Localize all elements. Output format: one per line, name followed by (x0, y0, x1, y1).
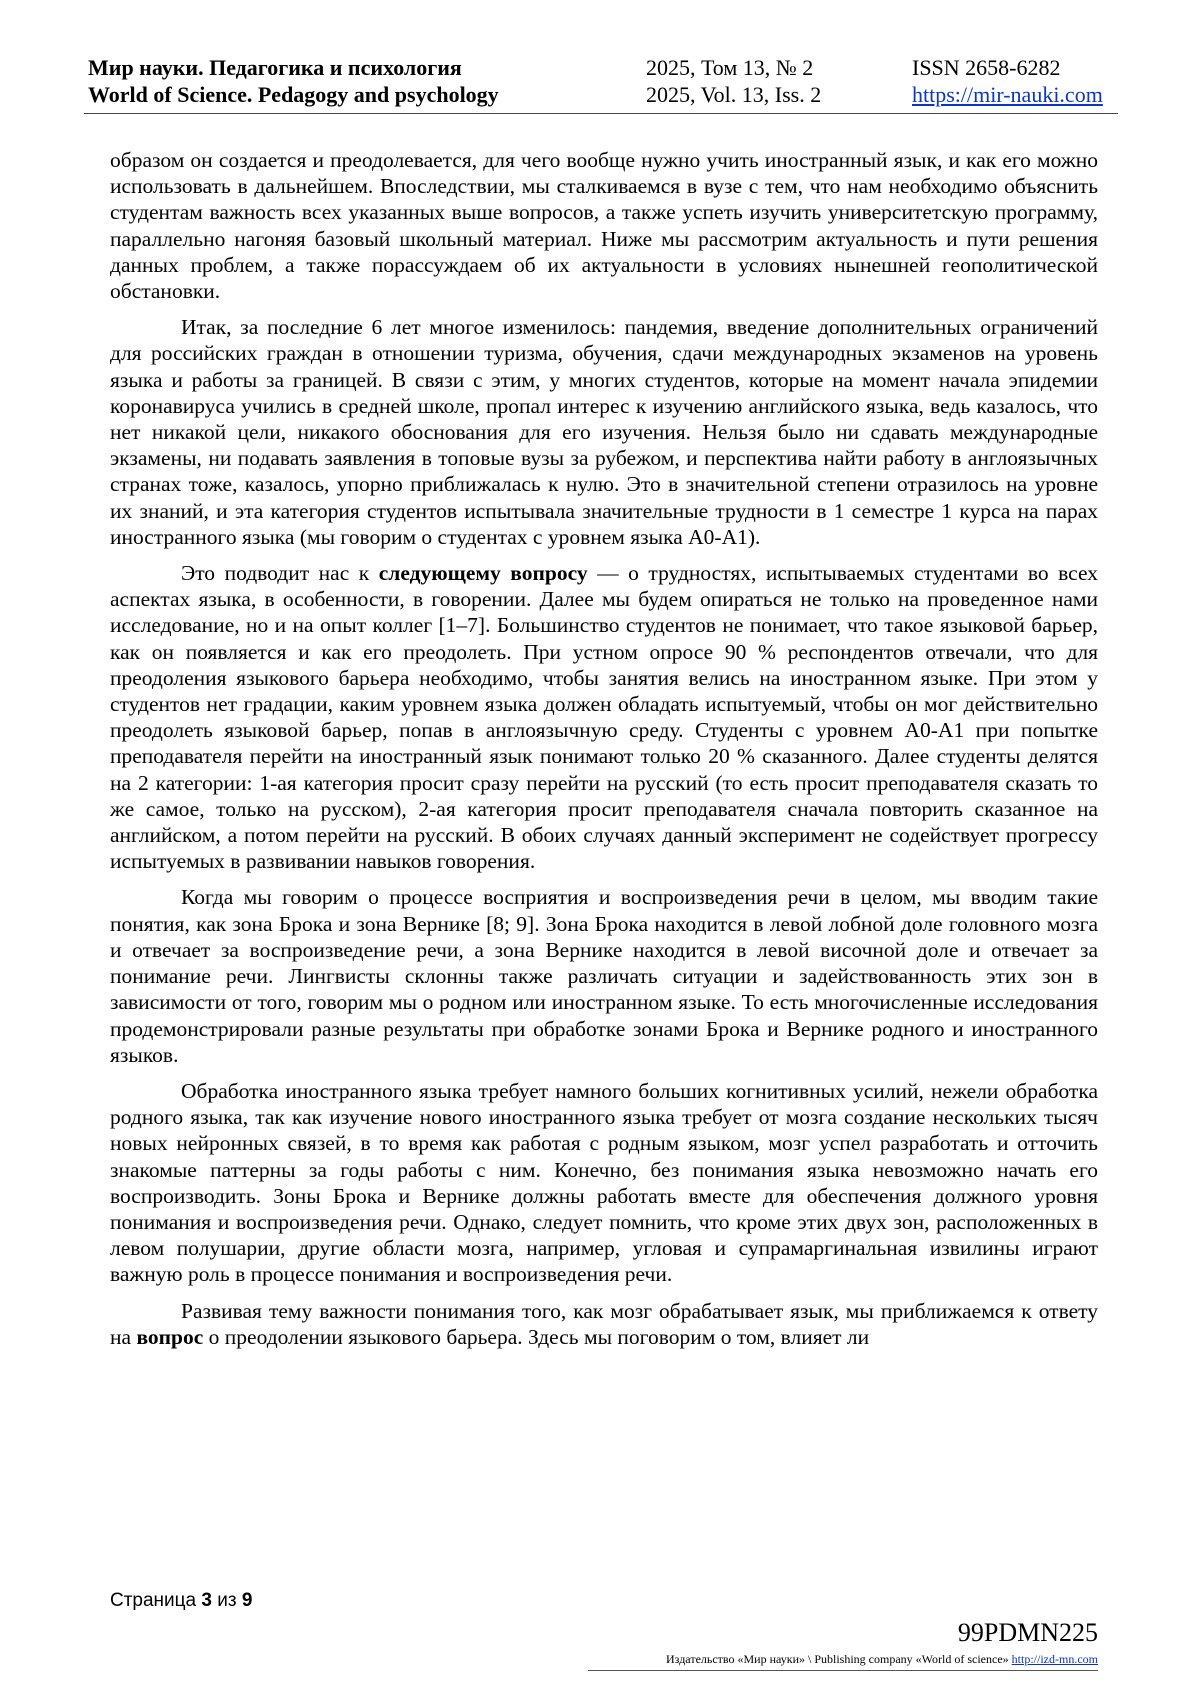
publisher-name: Издательство «Мир науки» \ Publishing company «World of science» (666, 1652, 1009, 1666)
header-divider (84, 113, 1118, 114)
issue-info-en: 2025, Vol. 13, Iss. 2 (646, 82, 822, 107)
journal-title-ru: Мир науки. Педагогика и психология (88, 55, 462, 80)
paragraph-2: Итак, за последние 6 лет многое изменилось: пандемия, введение дополнительных ограничений для российских граждан в отношении туризма, обучения, сдачи международных экзаменов на уровень языка и работы за границей. В связи с этим, у многих студентов, которые на момент начала эпидемии коронавируса учились в средней школе, пропал интерес к изучению английского языка, ведь казалось, что нет никакой цели, никакого обоснования для его изучения. Нельзя было ни сдавать международные экзамены, ни подавать заявления в топовые вузы за рубежом, и перспектива найти работу в англоязычных странах тоже, казалось, упорно приближалась к нулю. Это в значительной степени отразилось на уровне их знаний, и эта категория студентов испытывала значительные трудности в 1 семестре 1 курса на парах иностранного языка (мы говорим о студентах с уровнем языка А0-А1). (110, 315, 1098, 549)
publisher-line (540, 1652, 1098, 1667)
paragraph-3-rest: — о трудностях, испытываемых студентами во всех аспектах языка, в особенности, в говорении. Далее мы будем опираться не только на проведенное нами исследование, но и на опыт коллег [1–7]. Большинство студентов не понимает, что такое языковой барьер, как он появляется и как его преодолеть. При устном опросе 90 % респондентов отвечали, что для преодоления языкового барьера необходимо, чтобы занятия велись на иностранном языке. При этом у студентов нет градации, каким уровнем языка должен обладать испытуемый, чтобы он мог действительно преодолеть языковой барьер, попав в англоязычную среду. Студенты с уровнем А0-А1 при попытке преподавателя перейти на иностранный язык понимают только 20 % сказанного. Далее студенты делятся на 2 категории: 1-ая категория просит сразу перейти на русский (то есть просит преподавателя сказать то же самое, только на русском), 2-ая категория просит преподавателя сначала повторить сказанное на английском, а потом перейти на русский. В обоих случаях данный эксперимент не содействует прогрессу испытуемых в развивании навыков говорения. (110, 561, 1098, 874)
issue-info-ru: 2025, Том 13, № 2 (646, 55, 814, 80)
paragraph-3-emphasis: следующему вопросу (378, 561, 588, 586)
journal-title (88, 54, 499, 108)
paragraph-6-rest: о преодолении языкового барьера. Здесь мы поговорим о том, влияет ли (203, 1324, 870, 1349)
paragraph-5: Обработка иностранного языка требует намного больших когнитивных усилий, нежели обработка родного языка, так как изучение нового иностранного языка требует от мозга создание нескольких тысяч новых нейронных связей, в то время как работая с родным языком, мозг успел разработать и отточить знакомые паттерны за годы работы с ним. Конечно, без понимания языка невозможно начать его воспроизводить. Зоны Брока и Вернике должны работать вместе для обеспечения должного уровня понимания и воспроизведения речи. Однако, следует помнить, что кроме этих двух зон, расположенных в левом полушарии, другие области мозга, например, угловая и супрамаргинальная извилины играют важную роль в процессе понимания и воспроизведения речи. (110, 1078, 1098, 1287)
paragraph-3 (110, 560, 1098, 874)
page-header (88, 54, 1118, 112)
paragraph-1: образом он создается и преодолевается, для чего вообще нужно учить иностранный язык, и как его можно использовать в дальнейшем. Впоследствии, мы сталкиваемся в вузе с тем, что нам необходимо объяснить студентам важность всех указанных выше вопросов, а также успеть изучить университетскую программу, параллельно нагоняя базовый школьный материал. Ниже мы рассмотрим актуальность и пути решения данных проблем, а также порассуждаем об их актуальности в условиях нынешней геополитической обстановки. (110, 148, 1098, 304)
article-body (110, 147, 1098, 1360)
paragraph-6-emphasis: вопрос (136, 1324, 204, 1349)
footer-divider (588, 1670, 1098, 1671)
issue-info (646, 54, 821, 108)
of-word: из (217, 1590, 237, 1611)
paragraph-3-start: Это подводит нас к (181, 561, 379, 586)
paragraph-4: Когда мы говорим о процессе восприятия и воспроизведения речи в целом, мы вводим такие понятия, как зона Брока и зона Вернике [8; 9]. Зона Брока находится в левой лобной доле головного мозга и отвечает за воспроизведение речи, а зона Вернике находится в левой височной доле и отвечает за понимание речи. Лингвисты склонны также различать ситуации и задействованность этих зон в зависимости от того, говорим мы о родном или иностранном языке. То есть многочисленные исследования продемонстрировали разные результаты при обработке зонами Брока и Вернике родного и иностранного языков. (110, 885, 1098, 1067)
page-total: 9 (241, 1590, 253, 1611)
paragraph-6-start: Развивая тему важности понимания того, как мозг обрабатывает язык, мы приближаемся к ответу на (110, 1298, 1098, 1349)
publisher-link[interactable]: http://izd-mn.com (1011, 1652, 1098, 1666)
journal-site-link[interactable]: https://mir-nauki.com (912, 82, 1103, 107)
issn: ISSN 2658-6282 (912, 55, 1061, 80)
journal-title-en: World of Science. Pedagogy and psychology (88, 82, 499, 107)
paragraph-6 (110, 1298, 1098, 1350)
page-word: Страница (110, 1590, 197, 1611)
page-current: 3 (201, 1590, 212, 1611)
page-number (110, 1590, 252, 1612)
article-code: 99PDMN225 (957, 1618, 1098, 1647)
journal-ids (912, 54, 1103, 108)
